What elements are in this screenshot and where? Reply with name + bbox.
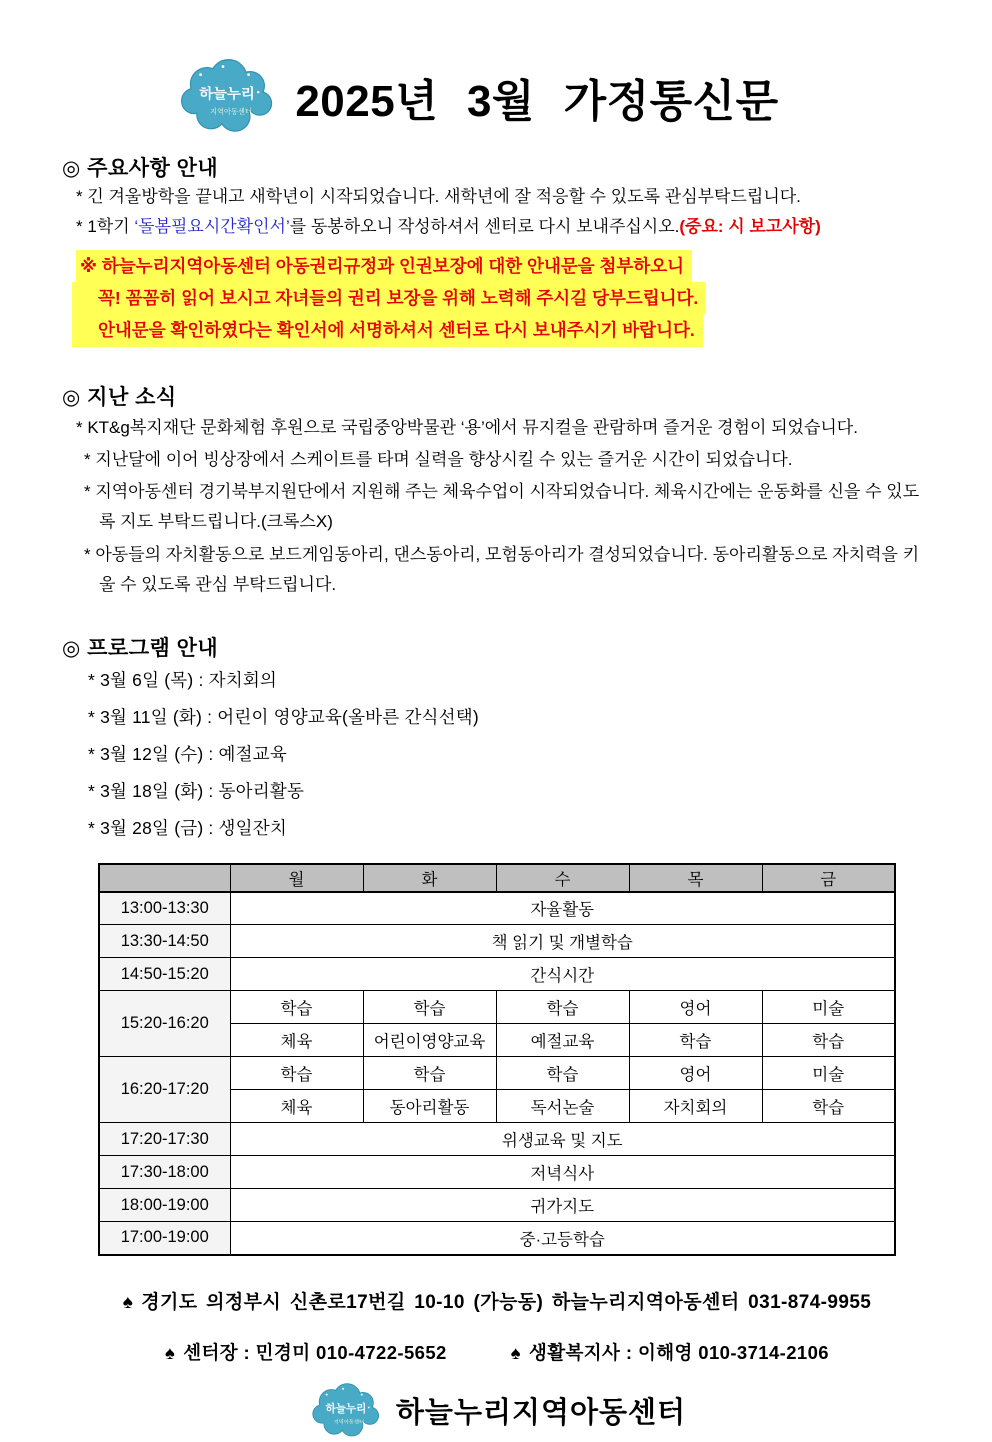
timetable-header-cell: 수 xyxy=(496,864,629,892)
time-cell: 17:20-17:30 xyxy=(99,1123,230,1156)
footer-logo-icon xyxy=(308,1380,384,1442)
activity-cell: 학습 xyxy=(363,991,496,1024)
activity-cell: 저녁식사 xyxy=(230,1156,895,1189)
footer-address: 경기도 의정부시 신촌로17번길 10-10 (가능동) 하늘누리지역아동센터 031-874-9955 xyxy=(141,1291,872,1313)
highlight-line-1 xyxy=(76,250,932,282)
footer-brand-text: 하늘누리지역아동센터 xyxy=(395,1397,687,1429)
activity-cell: 체육 xyxy=(230,1024,363,1057)
page-title: 2025년 3월 가정통신문 xyxy=(295,77,779,126)
highlight-line-3 xyxy=(72,314,932,346)
time-cell: 13:00-13:30 xyxy=(99,892,230,925)
weekly-timetable xyxy=(98,863,896,1256)
news-item: * 지역아동센터 경기북부지원단에서 지원해 주는 체육수업이 시작되었습니다. 체육시간에는 운동화를 신을 수 있도록 지도 부탁드립니다.(크록스X) xyxy=(84,482,920,532)
activity-cell: 위생교육 및 지도 xyxy=(230,1123,895,1156)
timetable-header-cell xyxy=(99,864,230,892)
footer-welfare-worker xyxy=(511,1339,829,1365)
activity-cell: 학습 xyxy=(762,1024,895,1057)
time-cell: 18:00-19:00 xyxy=(99,1189,230,1222)
program-item: * 3월 6일 (목) : 자치회의 xyxy=(88,670,278,691)
activity-cell: 학습 xyxy=(230,1057,363,1090)
program-item: * 3월 18일 (화) : 동아리활동 xyxy=(88,781,305,802)
activity-cell: 영어 xyxy=(629,991,762,1024)
timetable-row xyxy=(99,1189,895,1222)
activity-cell: 책 읽기 및 개별학습 xyxy=(230,925,895,958)
news-item: * KT&g복지재단 문화체험 후원으로 국립중앙박물관 ‘용’에서 뮤지컬을 관람하며 즐거운 경험이 되었습니다. xyxy=(76,417,858,437)
activity-cell: 학습 xyxy=(496,991,629,1024)
center-logo-icon xyxy=(175,56,279,138)
notice-highlight-block xyxy=(62,250,932,347)
news-heading: ◎ 지난 소식 xyxy=(62,385,177,409)
timetable-row xyxy=(99,925,895,958)
activity-cell: 학습 xyxy=(629,1024,762,1057)
timetable-header-cell: 화 xyxy=(363,864,496,892)
footer-brand xyxy=(62,1380,932,1442)
notice-heading: ◎ 주요사항 안내 xyxy=(62,157,219,180)
time-cell: 17:00-19:00 xyxy=(99,1222,230,1255)
timetable-row xyxy=(99,1222,895,1255)
activity-cell: 자치회의 xyxy=(629,1090,762,1123)
time-cell: 16:20-17:20 xyxy=(99,1057,230,1123)
notice-item-2-prefix: * 1학기 xyxy=(76,217,135,237)
activity-cell: 자율활동 xyxy=(230,892,895,925)
program-item: * 3월 12일 (수) : 예절교육 xyxy=(88,744,287,765)
time-cell: 13:30-14:50 xyxy=(99,925,230,958)
logo-text-main: 하늘누리 xyxy=(199,86,256,103)
timetable-row xyxy=(99,991,895,1024)
highlight-line-2-text: 꼭! 꼼꼼히 읽어 보시고 자녀들의 권리 보장을 위해 노력해 주시길 당부드립니다. xyxy=(72,282,706,314)
timetable-row xyxy=(99,1156,895,1189)
activity-cell: 간식시간 xyxy=(230,958,895,991)
spade-icon: ♠ xyxy=(510,1341,521,1363)
notice-item-1: * 긴 겨울방학을 끝내고 새학년이 시작되었습니다. 새학년에 잘 적응할 수 있도록 관심부탁드립니다. xyxy=(76,187,801,206)
timetable-row xyxy=(99,1057,895,1090)
program-heading: ◎ 프로그램 안내 xyxy=(62,637,219,661)
timetable-row xyxy=(99,1123,895,1156)
time-cell: 15:20-16:20 xyxy=(99,991,230,1057)
timetable-header-cell: 목 xyxy=(629,864,762,892)
timetable-header-cell: 월 xyxy=(230,864,363,892)
notice-important-note: (중요: 시 보고사항) xyxy=(679,217,821,237)
footer-address-line xyxy=(62,1287,932,1314)
timetable-header-row xyxy=(99,864,895,892)
logo-text-sub: 지역아동센터 xyxy=(333,1418,365,1425)
footer-welfare-worker-text: 생활복지사 : 이해영 010-3714-2106 xyxy=(528,1341,830,1363)
spade-icon: ♠ xyxy=(122,1291,134,1313)
activity-cell: 어린이영양교육 xyxy=(363,1024,496,1057)
highlight-line-3-text: 안내문을 확인하였다는 확인서에 서명하셔서 센터로 다시 보내주시기 바랍니다. xyxy=(72,314,703,346)
news-item: * 지난달에 이어 빙상장에서 스케이트를 타며 실력을 향상시킬 수 있는 즐거운 시간이 되었습니다. xyxy=(84,449,793,469)
activity-cell: 영어 xyxy=(629,1057,762,1090)
footer-director xyxy=(165,1339,447,1365)
program-item: * 3월 11일 (화) : 어린이 영양교육(올바른 간식선택) xyxy=(88,707,479,728)
activity-cell: 미술 xyxy=(762,991,895,1024)
notice-item-2-mid: 를 동봉하오니 작성하셔서 센터로 다시 보내주십시오. xyxy=(289,217,680,237)
program-item: * 3월 28일 (금) : 생일잔치 xyxy=(88,818,287,839)
spade-icon: ♠ xyxy=(164,1341,176,1363)
activity-cell: 귀가지도 xyxy=(230,1189,895,1222)
time-cell: 17:30-18:00 xyxy=(99,1156,230,1189)
activity-cell: 학습 xyxy=(762,1090,895,1123)
section-program xyxy=(62,632,932,1255)
activity-cell: 학습 xyxy=(363,1057,496,1090)
header xyxy=(62,56,892,138)
footer-contacts-line xyxy=(62,1339,932,1365)
activity-cell: 미술 xyxy=(762,1057,895,1090)
section-notice xyxy=(62,152,932,347)
news-item: * 아동들의 자치활동으로 보드게임동아리, 댄스동아리, 모험동아리가 결성되었습니다. 동아리활동으로 자치력을 키울 수 있도록 관심 부탁드립니다. xyxy=(84,544,920,594)
activity-cell: 체육 xyxy=(230,1090,363,1123)
logo-text-sub: 지역아동센터 xyxy=(210,106,253,116)
timetable-row xyxy=(99,958,895,991)
section-news xyxy=(62,381,932,601)
timetable-row xyxy=(99,892,895,925)
notice-item-2 xyxy=(76,212,932,242)
notice-doc-name: ‘돌봄필요시간확인서’ xyxy=(134,217,290,237)
activity-cell: 중·고등학습 xyxy=(230,1222,895,1255)
activity-cell: 동아리활동 xyxy=(363,1090,496,1123)
time-cell: 14:50-15:20 xyxy=(99,958,230,991)
activity-cell: 학습 xyxy=(230,991,363,1024)
activity-cell: 독서논술 xyxy=(496,1090,629,1123)
activity-cell: 예절교육 xyxy=(496,1024,629,1057)
footer-director-text: 센터장 : 민경미 010-4722-5652 xyxy=(183,1341,447,1363)
highlight-line-1-text: ※ 하늘누리지역아동센터 아동권리규정과 인권보장에 대한 안내문을 첨부하오니 xyxy=(76,250,692,282)
highlight-line-2 xyxy=(72,282,932,314)
timetable-header-cell: 금 xyxy=(762,864,895,892)
activity-cell: 학습 xyxy=(496,1057,629,1090)
logo-text-main: 하늘누리 xyxy=(325,1402,367,1415)
